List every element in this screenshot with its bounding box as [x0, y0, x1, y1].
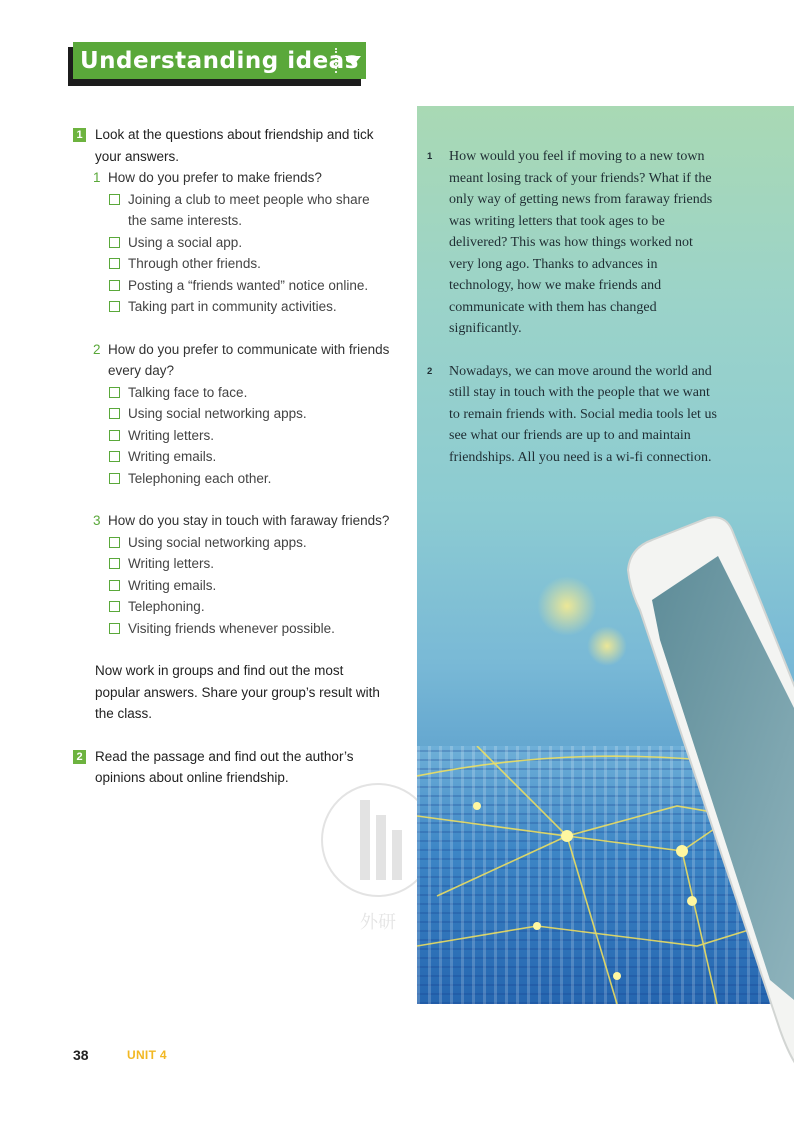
activities-column: [70, 124, 390, 789]
spacer: [70, 489, 390, 510]
option-label: Visiting friends whenever possible.: [128, 620, 335, 636]
question: [70, 510, 390, 532]
spacer: [70, 639, 390, 660]
answer-option[interactable]: [70, 575, 390, 597]
unit-label: UNIT 4: [127, 1048, 167, 1062]
reading-passage-panel: [417, 106, 794, 1004]
checkbox[interactable]: [109, 430, 120, 441]
checkbox[interactable]: [109, 558, 120, 569]
checkbox[interactable]: [109, 473, 120, 484]
question: [70, 339, 390, 382]
checkbox[interactable]: [109, 451, 120, 462]
option-label: Writing letters.: [128, 427, 215, 443]
question-text: How do you prefer to communicate with friends every day?: [108, 341, 390, 378]
question-text: How do you stay in touch with faraway friends?: [108, 513, 390, 528]
answer-option[interactable]: [70, 296, 390, 318]
question-number: 3: [93, 513, 101, 528]
activity-instruction: Read the passage and find out the author’s opinions about online friendship.: [95, 748, 354, 785]
option-label: Using social networking apps.: [128, 406, 307, 421]
question-number: 1: [93, 170, 101, 185]
option-label: Telephoning each other.: [128, 470, 272, 486]
answer-option[interactable]: [70, 275, 390, 297]
paragraph-number: 1: [427, 151, 433, 162]
option-label: Telephoning.: [128, 599, 205, 614]
spacer: [70, 725, 390, 746]
answer-option[interactable]: [70, 382, 390, 404]
checkbox[interactable]: [109, 194, 120, 205]
paragraph-number: 2: [427, 365, 433, 377]
section-banner: [73, 42, 366, 79]
paragraph-text: Nowadays, we can move around the world and still stay in touch with the people that we want to remain friends with. Social media tools let us see what our friends are up to and maintain friendships. All you need is a wi-fi connection.: [449, 363, 717, 465]
option-label: Using social networking apps.: [128, 534, 307, 550]
checkbox[interactable]: [109, 601, 120, 612]
answer-option[interactable]: [70, 425, 390, 447]
passage-paragraph: [427, 361, 717, 469]
checkbox[interactable]: [109, 237, 120, 248]
watermark-text: 外研: [360, 912, 396, 933]
activity-1: [70, 124, 390, 167]
answer-option[interactable]: [70, 532, 390, 554]
checkbox[interactable]: [109, 387, 120, 398]
option-label: Writing emails.: [128, 449, 217, 464]
triangle-down-icon: [345, 56, 361, 66]
question-number: 2: [93, 341, 101, 357]
option-label: Posting a “friends wanted” notice online.: [128, 277, 369, 293]
activity-number-badge: 1: [73, 128, 86, 142]
answer-option[interactable]: [70, 253, 390, 275]
answer-option[interactable]: [70, 596, 390, 618]
option-label: Joining a club to meet people who share the same interests.: [128, 191, 370, 228]
answer-option[interactable]: [70, 553, 390, 575]
city-network-photo: [417, 746, 794, 1004]
answer-option[interactable]: [70, 446, 390, 468]
paragraph-text: How would you feel if moving to a new town meant losing track of your friends? What if the only way of getting news from faraway friends was writing letters that took ages to be delivered? This was how things worked not very long ago. Thanks to advances in technology, how we make friends and communicate with them has changed significantly.: [449, 149, 713, 336]
option-label: Using a social app.: [128, 234, 243, 250]
answer-option[interactable]: [70, 189, 390, 232]
checkbox[interactable]: [109, 301, 120, 312]
activity-number-badge: 2: [73, 750, 86, 764]
section-title: Understanding ideas: [80, 47, 359, 74]
network-lines: [417, 746, 794, 1004]
activity-instruction: Look at the questions about friendship and tick your answers.: [95, 127, 374, 164]
option-label: Through other friends.: [128, 256, 261, 271]
option-label: Writing letters.: [128, 556, 215, 571]
checkbox[interactable]: [109, 408, 120, 419]
follow-up-instruction: Now work in groups and find out the most popular answers. Share your group’s result with the class.: [95, 663, 380, 721]
answer-option[interactable]: [70, 232, 390, 254]
option-label: Writing emails.: [128, 577, 217, 593]
light-glow: [587, 626, 627, 666]
answer-option[interactable]: [70, 468, 390, 490]
option-label: Talking face to face.: [128, 384, 248, 400]
spacer: [427, 340, 717, 361]
answer-option[interactable]: [70, 403, 390, 425]
light-glow: [537, 576, 597, 636]
passage-text: [427, 146, 717, 468]
answer-option[interactable]: [70, 618, 390, 640]
checkbox[interactable]: [109, 280, 120, 291]
checkbox[interactable]: [109, 623, 120, 634]
banner-divider: [335, 48, 337, 73]
spacer: [70, 318, 390, 339]
page-number: 38: [73, 1047, 89, 1063]
passage-paragraph: [427, 146, 717, 340]
checkbox[interactable]: [109, 258, 120, 269]
question-text: How do you prefer to make friends?: [108, 170, 322, 185]
checkbox[interactable]: [109, 580, 120, 591]
option-label: Taking part in community activities.: [128, 299, 337, 314]
question: [70, 167, 390, 189]
checkbox[interactable]: [109, 537, 120, 548]
